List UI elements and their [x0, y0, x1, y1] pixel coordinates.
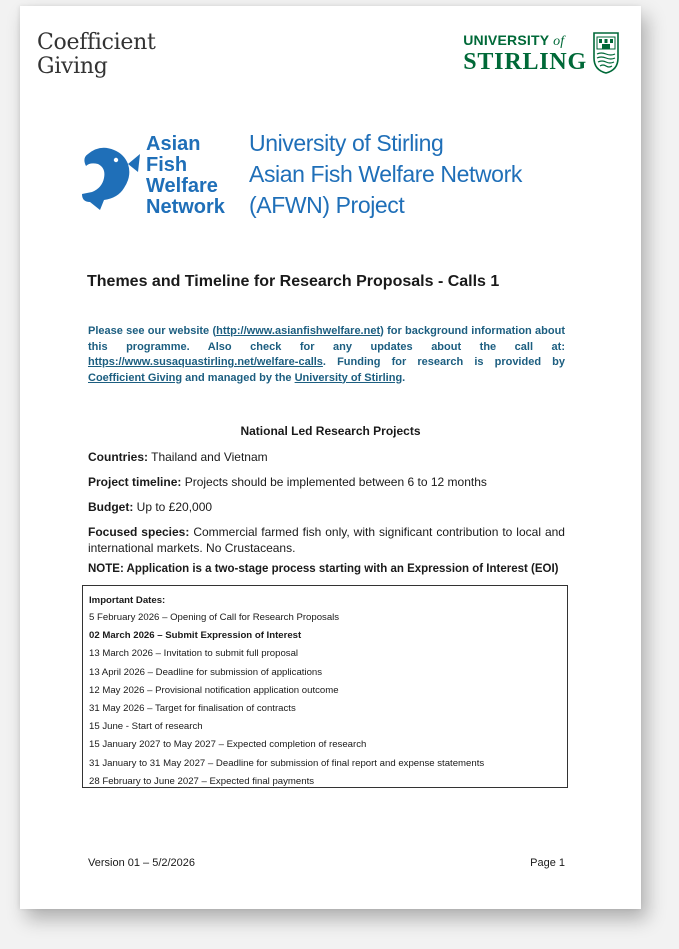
important-dates-box: [82, 585, 568, 788]
intro-text-2: ) for background information about this programme. Also check for any updates about the call at:: [88, 325, 565, 353]
stirling-logo-of: of: [553, 34, 565, 49]
timeline-label: Project timeline:: [88, 475, 182, 489]
date-item: 28 February to June 2027 – Expected final payments: [89, 775, 315, 787]
species-label: Focused species:: [88, 525, 190, 539]
project-title-line2: Asian Fish Welfare Network: [249, 161, 522, 187]
date-item: 31 May 2026 – Target for finalisation of contracts: [89, 703, 296, 715]
budget-field: [88, 499, 212, 515]
important-dates-heading: Important Dates:: [89, 595, 166, 606]
date-item: 02 March 2026 – Submit Expression of Interest: [89, 630, 302, 642]
date-item: 13 March 2026 – Invitation to submit full proposal: [89, 648, 299, 660]
intro-text-5: .: [402, 371, 406, 384]
countries-field: [88, 449, 268, 465]
document-heading: Themes and Timeline for Research Proposals - Calls 1: [87, 273, 500, 290]
date-item: 31 January to 31 May 2027 – Deadline for submission of final report and expense statements: [89, 757, 485, 769]
website-link[interactable]: http://www.asianfishwelfare.net: [216, 325, 381, 337]
date-item: 15 January 2027 to May 2027 – Expected completion of research: [89, 739, 367, 751]
section-title: National Led Research Projects: [240, 424, 421, 438]
fish-icon: [80, 142, 142, 212]
welfare-calls-link[interactable]: https://www.susaquastirling.net/welfare-calls: [88, 356, 323, 368]
date-item: 12 May 2026 – Provisional notification application outcome: [89, 684, 339, 696]
note-text: NOTE: Application is a two-stage process starting with an Expression of Interest (EOI): [88, 563, 559, 575]
university-of-stirling-link[interactable]: University of Stirling: [294, 371, 403, 384]
afwn-logo: [80, 128, 225, 218]
document-page: [20, 6, 641, 909]
project-title-line3: (AFWN) Project: [249, 192, 405, 218]
coefficient-giving-link[interactable]: Coefficient Giving: [88, 371, 183, 384]
date-item: 15 June - Start of research: [89, 721, 203, 733]
footer-version: Version 01 – 5/2/2026: [88, 857, 196, 869]
timeline-field: [88, 474, 487, 490]
intro-text-3: . Funding for research is provided by: [322, 356, 565, 368]
afwn-logo-line1: Asian: [146, 133, 201, 155]
date-item: 5 February 2026 – Opening of Call for Research Proposals: [89, 612, 340, 623]
intro-paragraph: [88, 324, 565, 386]
species-field: [88, 524, 565, 556]
afwn-logo-line2: Fish: [146, 154, 188, 176]
countries-value: Thailand and Vietnam: [148, 450, 268, 464]
coefficient-giving-logo: [37, 31, 156, 79]
stirling-logo-top: [463, 32, 587, 50]
timeline-value: Projects should be implemented between 6 to 12 months: [181, 475, 487, 489]
countries-label: Countries:: [88, 450, 148, 464]
budget-value: Up to £20,000: [133, 500, 213, 514]
footer-page-number: Page 1: [530, 857, 565, 869]
stirling-crest-icon: [593, 32, 619, 74]
coefficient-logo-line2: Giving: [37, 54, 108, 79]
afwn-logo-line4: Network: [146, 196, 225, 218]
species-value: Commercial farmed fish only, with significant contribution to local and international markets. No Crustaceans.: [88, 525, 565, 555]
stirling-logo-university: UNIVERSITY: [463, 32, 549, 48]
project-title-line1: University of Stirling: [249, 130, 444, 156]
university-of-stirling-logo: [463, 32, 619, 74]
intro-text-1: Please see our website (: [88, 325, 217, 337]
project-title: [249, 128, 522, 221]
coefficient-logo-line1: Coefficient: [37, 30, 156, 55]
stirling-logo-name: STIRLING: [463, 49, 587, 75]
date-item: 13 April 2026 – Deadline for submission of applications: [89, 666, 323, 678]
budget-label: Budget:: [88, 500, 134, 514]
afwn-logo-line3: Welfare: [146, 175, 218, 197]
intro-text-4: and managed by the: [182, 371, 295, 384]
